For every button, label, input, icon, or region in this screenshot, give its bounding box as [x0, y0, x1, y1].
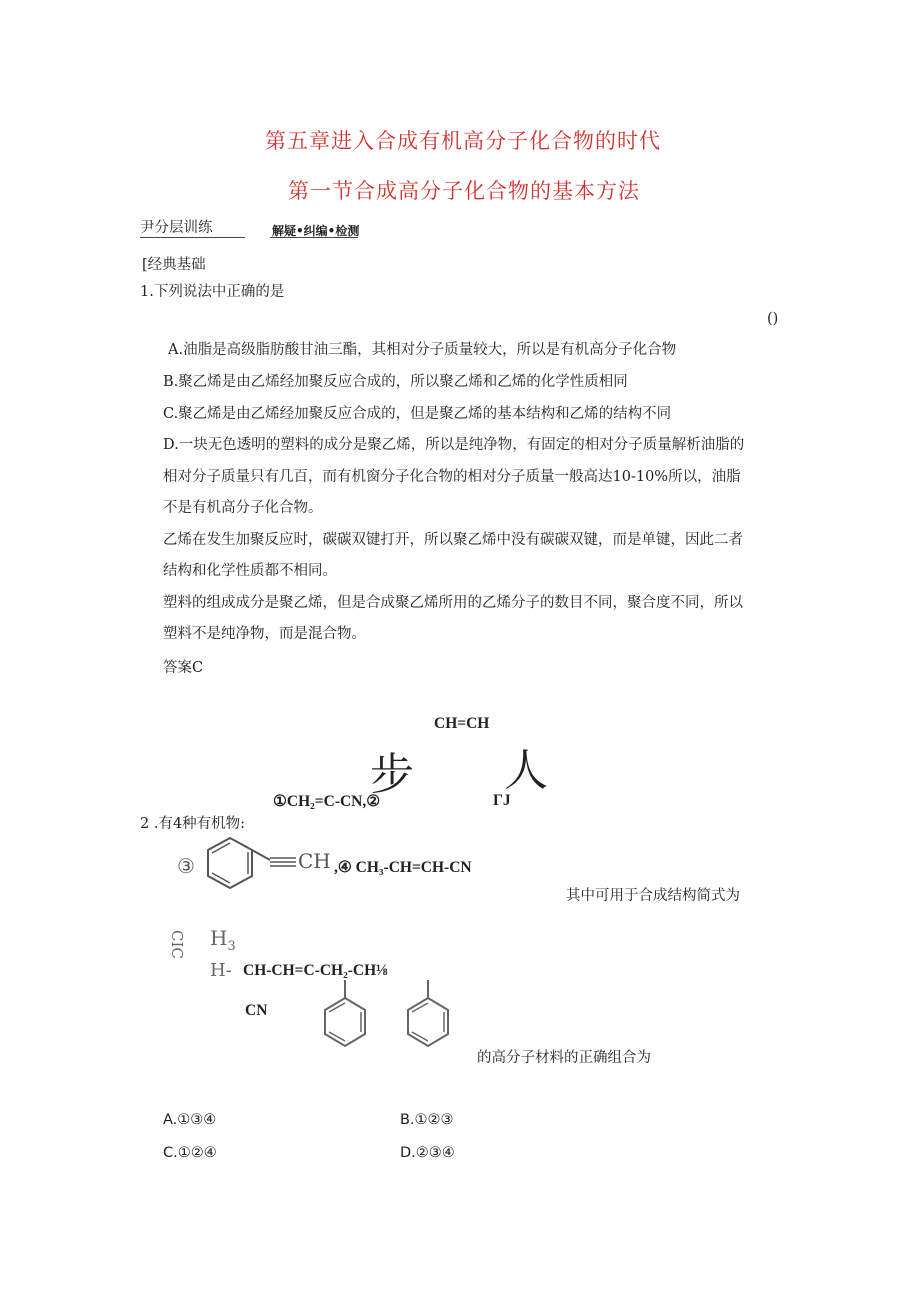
h-dash: H- — [210, 960, 232, 981]
q1-answer: 答案C — [163, 660, 204, 676]
polymer-formula: CH-CH=C-CH₂-CH⅛ — [243, 962, 388, 979]
q1-explanation-line4: 塑料不是纯净物，而是混合物。 — [163, 626, 366, 642]
training-underline — [140, 237, 245, 238]
acetylene-formula: CH=CH — [434, 715, 490, 732]
garbled-glyph-left: 步 — [370, 749, 414, 800]
training-subtitle-underline — [270, 237, 358, 238]
q2-stem: 2 .有4种有机物: — [140, 816, 246, 832]
q1-explanation-line3: 塑料的组成成分是聚乙烯，但是合成聚乙烯所用的乙烯分子的数目不同，聚合度不同，所以 — [163, 595, 743, 611]
chapter-title: 第五章进入合成有机高分子化合物的时代 — [265, 129, 661, 153]
q1-option-d-line3: 不是有机高分子化合物。 — [163, 500, 323, 516]
compound-4-formula: ,④ CH₃-CH=CH-CN — [334, 859, 472, 876]
garbled-mark: ΓJ — [493, 792, 511, 809]
q1-option-a: A.油脂是高级脂肪酸甘油三酯，其相对分子质量较大，所以是有机高分子化合物 — [168, 342, 677, 358]
q1-explanation-line1: 乙烯在发生加聚反应时，碳碳双键打开，所以聚乙烯中没有碳碳双键，而是单键，因此二者 — [163, 532, 743, 548]
q2-text-right: 其中可用于合成结构简式为 — [566, 888, 740, 904]
section-title: 第一节合成高分子化合物的基本方法 — [288, 179, 640, 203]
q2-text-right-2: 的高分子材料的正确组合为 — [477, 1050, 651, 1066]
q1-option-d-line1: D.一块无色透明的塑料的成分是聚乙烯，所以是纯净物，有固定的相对分子质量解析油脂的 — [163, 437, 745, 453]
benzene-rings — [310, 978, 460, 1064]
compound-3-label: ③ — [177, 854, 195, 878]
choice-a[interactable]: A.①③④ — [163, 1112, 217, 1128]
q1-stem: 1.下列说法中正确的是 — [140, 284, 285, 300]
side-garble: CIC — [168, 930, 186, 959]
section-label: [经典基础 — [142, 257, 206, 273]
q1-explanation-line2: 结构和化学性质都不相同。 — [163, 563, 337, 579]
training-label: 尹分层训练 — [140, 220, 213, 236]
choice-c[interactable]: C.①②④ — [163, 1145, 217, 1161]
choice-d[interactable]: D.②③④ — [400, 1145, 455, 1161]
h3-subscript: 3 — [227, 939, 236, 954]
q1-option-d-line2: 相对分子质量只有几百，而有机窗分子化合物的相对分子质量一般高达10-10%所以，油脂 — [163, 469, 741, 485]
compound-1-formula: ①CH₂=C-CN,② — [273, 793, 381, 810]
q1-answer-bracket: () — [767, 311, 779, 327]
h3-fragment — [210, 926, 236, 954]
training-subtitle: 解疑•纠编•检测 — [272, 224, 360, 238]
q1-option-c: C.聚乙烯是由乙烯经加聚反应合成的，但是聚乙烯的基本结构和乙烯的结构不同 — [163, 406, 672, 422]
q1-option-b: B.聚乙烯是由乙烯经加聚反应合成的，所以聚乙烯和乙烯的化学性质相同 — [163, 374, 628, 390]
compound-3-tail: CH — [298, 849, 331, 873]
garbled-glyph-right: 人 — [504, 745, 548, 796]
h3-letter: H — [210, 926, 228, 950]
choice-b[interactable]: B.①②③ — [400, 1112, 454, 1128]
cn-group: CN — [245, 1002, 268, 1019]
